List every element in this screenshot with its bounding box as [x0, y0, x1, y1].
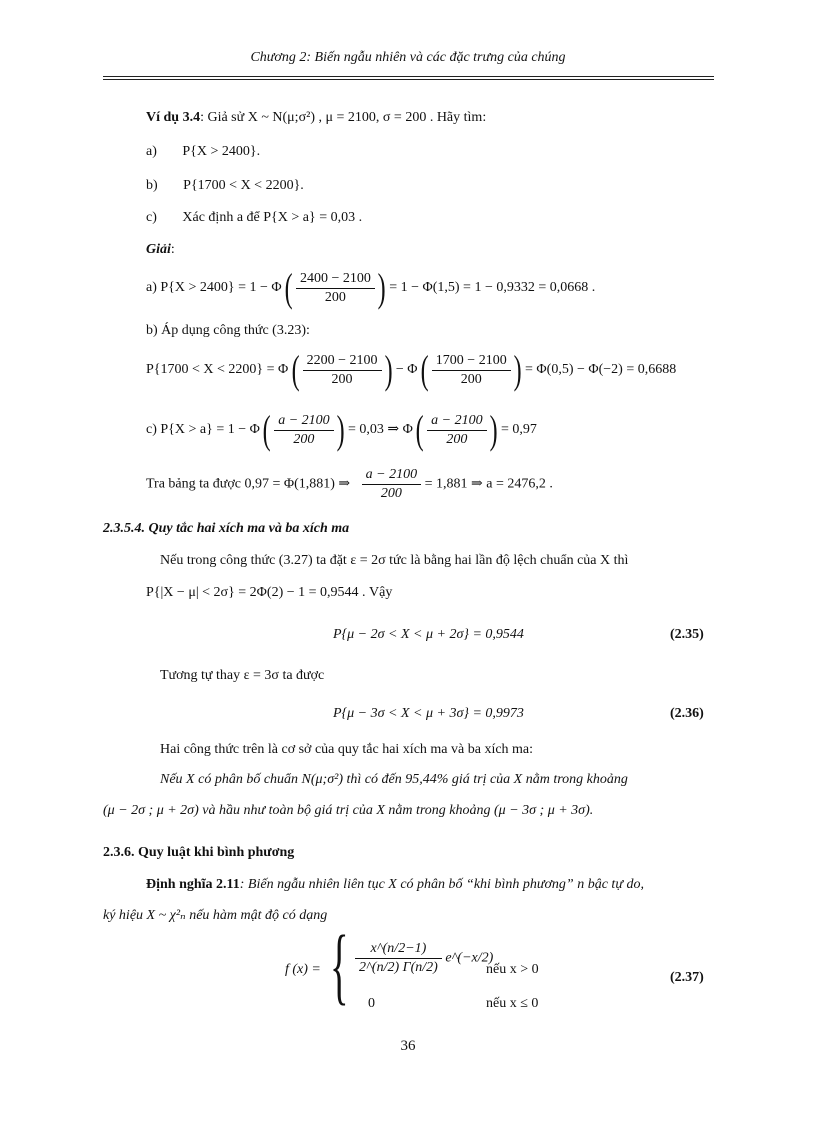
example-intro	[146, 110, 486, 126]
formula-text: − Φ	[395, 362, 418, 378]
equation-236: P{μ − 3σ < X < μ + 3σ} = 0,9973	[333, 706, 524, 721]
equation-235: P{μ − 2σ < X < μ + 2σ} = 0,9544	[333, 627, 524, 642]
denominator: 200	[331, 371, 353, 387]
numerator: a − 2100	[274, 412, 333, 431]
item-label: c)	[146, 210, 157, 225]
density-case-1	[355, 940, 493, 977]
density-lhs: f (x) =	[285, 962, 321, 977]
formula-text: Tra bảng ta được 0,97 = Φ(1,881) ⇒	[146, 476, 351, 492]
formula-text: = 1 − Φ(1,5) = 1 − 0,9332 = 0,0668 .	[389, 280, 596, 296]
item-text: P{1700 < X < 2200}.	[183, 178, 304, 193]
denominator: 200	[380, 486, 402, 501]
definition-text: : Biến ngẫu nhiên liên tục X có phân bố “khi bình phương” n bậc tự do,	[239, 877, 644, 892]
paragraph: Tương tự thay ε = 3σ ta được	[160, 668, 325, 683]
fraction	[432, 352, 511, 389]
denominator: 200	[324, 289, 346, 305]
formula-text: = 0,03 ⇒ Φ	[347, 422, 413, 438]
item-text: P{X > 2400}.	[182, 144, 261, 159]
denominator: 200	[446, 431, 468, 447]
denominator: 200	[293, 431, 315, 447]
formula-text: a) P{X > 2400} = 1 − Φ	[146, 280, 282, 296]
paren-right: )	[489, 407, 498, 452]
item-label: b)	[146, 178, 158, 193]
example-a	[146, 144, 260, 160]
numerator: 2400 − 2100	[296, 270, 375, 289]
equation-number-236: (2.36)	[670, 706, 704, 721]
numerator: a − 2100	[427, 412, 486, 431]
paren-right: )	[378, 265, 387, 310]
item-label: a)	[146, 144, 157, 159]
paren-left: (	[420, 347, 429, 392]
paragraph: Hai công thức trên là cơ sở của quy tắc hai xích ma và ba xích ma:	[160, 742, 534, 757]
paragraph: Nếu trong công thức (3.27) ta đặt ε = 2σ tức là bằng hai lần độ lệch chuẩn của X thì	[160, 553, 629, 568]
table-lookup	[146, 466, 553, 503]
numerator: 2200 − 2100	[303, 352, 382, 371]
formula-text: = 1,881 ⇒ a = 2476,2 .	[424, 476, 553, 492]
example-label: Ví dụ 3.4	[146, 110, 201, 125]
formula-text: c) P{X > a} = 1 − Φ	[146, 422, 260, 438]
solution-colon: :	[170, 242, 175, 257]
paren-left: (	[263, 407, 272, 452]
exponential: e^(−x/2)	[445, 950, 494, 966]
paragraph-italic: (μ − 2σ ; μ + 2σ) và hầu như toàn bộ giá trị của X nằm trong khoảng (μ − 3σ ; μ + 3σ).	[103, 803, 594, 818]
paren-right: )	[513, 347, 522, 392]
numerator: 1700 − 2100	[432, 352, 511, 371]
page-header: Chương 2: Biến ngẫu nhiên và các đặc trưng của chúng	[250, 50, 566, 65]
fraction	[427, 412, 486, 449]
formula-text: P{1700 < X < 2200} = Φ	[146, 362, 289, 378]
solution-c	[146, 407, 537, 452]
solution-label-text: Giải	[146, 242, 171, 257]
item-text: Xác định a để P{X > a} = 0,03 .	[182, 210, 363, 225]
fraction	[303, 352, 382, 389]
density-condition-1: nếu x > 0	[486, 962, 539, 977]
denominator: 2^(n/2) Γ(n/2)	[359, 960, 438, 975]
example-b	[146, 178, 304, 194]
paren-right: )	[336, 407, 345, 452]
paren-right: )	[384, 347, 393, 392]
fraction	[355, 940, 442, 977]
solution-b-intro: b) Áp dụng công thức (3.23):	[146, 323, 310, 338]
example-c	[146, 210, 362, 226]
page-number: 36	[400, 1038, 416, 1054]
definition-line-1	[146, 877, 644, 893]
section-heading-2354: 2.3.5.4. Quy tắc hai xích ma và ba xích ma	[103, 521, 350, 536]
denominator: 200	[460, 371, 482, 387]
paren-left: (	[291, 347, 300, 392]
formula-text: = 0,97	[500, 422, 537, 438]
numerator: a − 2100	[362, 466, 421, 485]
paragraph-italic: Nếu X có phân bố chuẩn N(μ;σ²) thì có đến 95,44% giá trị của X nằm trong khoảng	[160, 772, 628, 787]
fraction	[362, 466, 421, 503]
density-condition-2: nếu x ≤ 0	[486, 996, 539, 1011]
paren-left: (	[284, 265, 293, 310]
definition-line-2: ký hiệu X ~ χ²ₙ nếu hàm mật độ có dạng	[103, 908, 328, 923]
equation-number-235: (2.35)	[670, 627, 704, 642]
formula-text: = Φ(0,5) − Φ(−2) = 0,6688	[525, 362, 677, 378]
fraction	[274, 412, 333, 449]
section-heading-236: 2.3.6. Quy luật khi bình phương	[103, 845, 295, 860]
solution-b	[146, 347, 677, 392]
numerator: x^(n/2−1)	[355, 940, 442, 959]
equation-number-237: (2.37)	[670, 970, 704, 985]
brace-icon: {	[330, 917, 349, 1013]
solution-a	[146, 265, 596, 310]
fraction	[296, 270, 375, 307]
definition-label: Định nghĩa 2.11	[146, 877, 240, 892]
header-rule-bottom	[103, 79, 714, 80]
header-rule-top	[103, 76, 714, 77]
paren-left: (	[415, 407, 424, 452]
density-case-2: 0	[368, 996, 375, 1011]
paragraph: P{|X − μ| < 2σ} = 2Φ(2) − 1 = 0,9544 . Vậy	[146, 585, 393, 600]
solution-label	[146, 242, 175, 258]
example-intro-text: : Giả sử X ~ N(μ;σ²) , μ = 2100, σ = 200 . Hãy tìm:	[200, 110, 487, 125]
